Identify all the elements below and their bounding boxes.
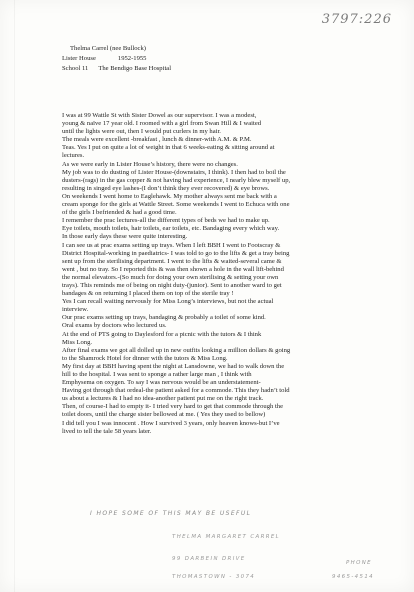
handwritten-note: I HOPE SOME OF THIS MAY BE USEFUL bbox=[90, 510, 252, 517]
handwritten-phone-number: 9465-4514 bbox=[332, 574, 374, 580]
body-text-line: The meals were excellent -breakfast , lunch & dinner-with A.M. & P.M. bbox=[62, 136, 252, 144]
handwritten-signature-name: THELMA MARGARET CARREL bbox=[172, 534, 281, 540]
body-text-line: until the lights were out, then I would put curlers in my hair. bbox=[62, 128, 221, 136]
body-text-line: young & naïve 17 year old. I roomed with a girl from Swan Hill & I waited bbox=[62, 120, 262, 128]
body-text-line: Our prac exams setting up trays, bandaging & probably a toilet of some kind. bbox=[62, 314, 266, 322]
body-text-line: Oral exams by doctors who lectured us. bbox=[62, 322, 167, 330]
body-text-line: trays). This reminds me of being on night duty-(junior). Sent to another ward to get bbox=[62, 281, 282, 289]
body-text-line: My job was to do dusting of Lister House-(downstairs, I think). I then had to boil the bbox=[62, 168, 286, 176]
hospital-name: The Bendigo Base Hospital bbox=[98, 65, 172, 72]
body-text-line: interview. bbox=[62, 306, 89, 314]
body-text-line: lived to tell the tale 58 years later. bbox=[62, 427, 152, 435]
school-number: School 11 bbox=[62, 65, 89, 72]
body-text-line: the normal elevators.-(So much for doing your own sterilising & setting your own bbox=[62, 273, 279, 281]
body-text-line: I was at 99 Wattle St with Sister Dowel as our supervisor. I was a modest, bbox=[62, 112, 257, 119]
body-text-line: In those early days these were quite interesting. bbox=[62, 233, 188, 241]
body-text-line: District Hospital-working in paediatrics- I was told to go to the lifts & get a tray being bbox=[62, 249, 290, 257]
residence-years: 1952-1955 bbox=[117, 55, 147, 62]
body-text-line: Miss Long. bbox=[62, 338, 93, 346]
body-text-line: As we were early in Lister House’s history, there were no changes. bbox=[62, 160, 238, 168]
body-text-line: Then, of course-I had to empty it- I tried very hard to get that commode through the bbox=[62, 403, 284, 411]
body-text-line: us about a lectures & I had no idea-another patient put me on the right track. bbox=[62, 395, 264, 403]
residence-line bbox=[62, 54, 171, 64]
body-text-line: My first day at BBH having spent the night at Lansdowne, we had to walk down the bbox=[62, 362, 285, 370]
author-name: Thelma Carrel (nee Bullock) bbox=[70, 45, 146, 52]
school-line bbox=[62, 64, 171, 74]
body-text-line: hill to the hospital. I was sent to sponge a rather large man , I think with bbox=[62, 371, 252, 378]
handwritten-town: THOMASTOWN - 3074 bbox=[172, 574, 256, 580]
body-text-line: to the Shamrock Hotel for dinner with the tutors & Miss Long. bbox=[62, 354, 228, 362]
body-text-line: lectures. bbox=[62, 152, 85, 160]
body-text-line: of the girls I befriended & had a good time. bbox=[62, 209, 177, 217]
letter-header bbox=[62, 44, 171, 74]
body-text-line: bandages & on returning I placed them on top of the sterile tray ! bbox=[62, 290, 234, 298]
letter-body bbox=[62, 112, 392, 436]
body-text-line: I remember the prac lectures-all the different types of beds we had to make up. bbox=[62, 217, 270, 225]
handwritten-phone-label: PHONE bbox=[346, 560, 372, 566]
body-text-line: Having got through that ordeal-the patient asked for a commode. This they hadn’t told bbox=[62, 387, 290, 395]
body-text-line: sent up from the sterilising department. I went to the lifts & waited-several came & bbox=[62, 257, 282, 265]
body-text-line: After final exams we got all dolled up in new outfits looking a million dollars & going bbox=[62, 346, 291, 354]
handwritten-street-address: 99 DARBEIN DRIVE bbox=[172, 556, 246, 562]
body-text-line: I can see us at prac exams setting up trays. When I left BBH I went to Footscray & bbox=[62, 241, 281, 249]
body-text-line: toilet doors, until the charge sister bellowed at me. ( Yes they used to bellow) bbox=[62, 411, 266, 419]
handwritten-reference-number: 3797:226 bbox=[321, 12, 392, 27]
body-text-line: Emphysema on oxygen. To say I was nervous would be an understatement- bbox=[62, 379, 261, 387]
body-text-line: I did tell you I was innocent . How I survived 3 years, only heaven knows-but I’ve bbox=[62, 419, 280, 427]
body-text-line: dusters-(rags) in the gas copper & not having had experience, I nearly blew myself up, bbox=[62, 176, 291, 184]
body-text-line: On weekends I went home to Eaglehawk. My mother always sent me back with a bbox=[62, 192, 277, 200]
body-text-line: Yes I can recall waiting nervously for Miss Long’s interviews, but not the actual bbox=[62, 298, 274, 306]
body-text-line: went , but no tray. So I reported this & was then shown a hole in the wall lift-behind bbox=[62, 265, 284, 273]
body-text-line: Teas. Yes I put on quite a lot of weight in that 6 weeks-eating & sitting around at bbox=[62, 144, 275, 152]
body-text-line: resulting in singed eye lashes-(I don’t think they ever recovered) & eye brows. bbox=[62, 184, 270, 192]
scan-edge-shadow bbox=[14, 0, 15, 592]
residence-place: Lister House bbox=[62, 55, 96, 62]
body-text-line: Eye toilets, mouth toilets, hair toilets, ear toilets, etc. Bandaging every which way. bbox=[62, 225, 280, 233]
body-text-line: cream sponge for the girls at Wattle Street. Some weekends I went to Echuca with one bbox=[62, 201, 290, 209]
body-text-line: At the end of PTS going to Daylesford for a picnic with the tutors & I think bbox=[62, 330, 262, 338]
